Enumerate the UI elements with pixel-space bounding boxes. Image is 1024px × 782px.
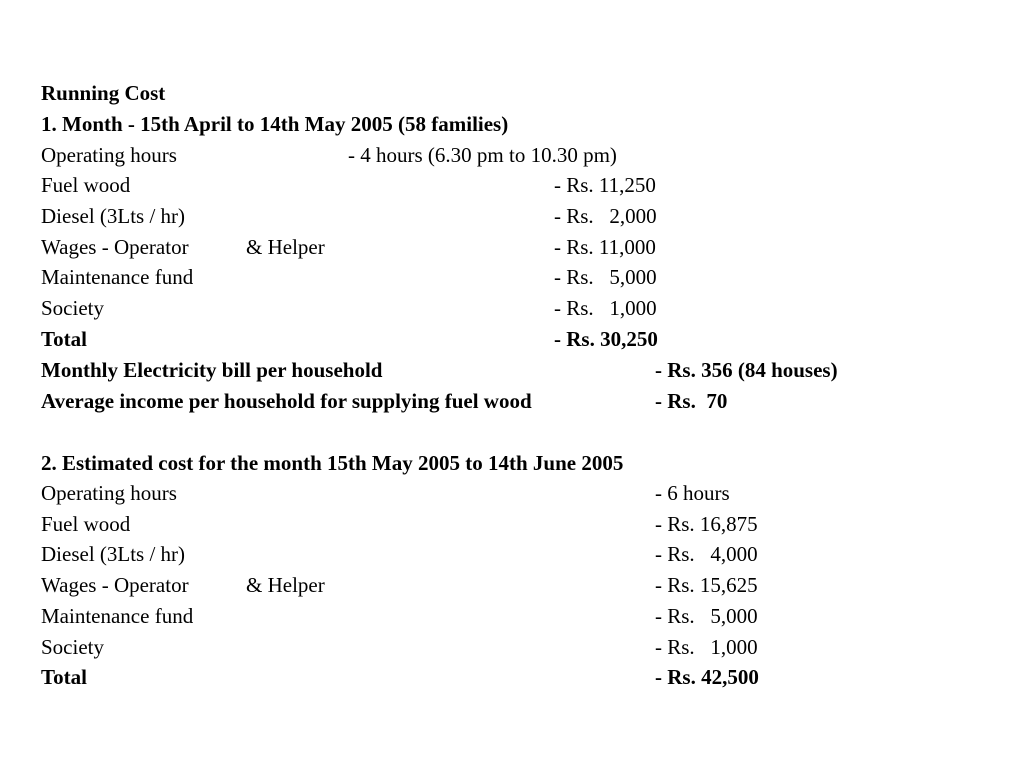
row-value: - Rs. 16,875 xyxy=(655,512,758,536)
section1-row-maintenance xyxy=(0,262,1024,292)
row-value: - 6 hours xyxy=(655,481,730,505)
row-value: - Rs. 11,250 xyxy=(554,173,656,197)
row-value: - Rs. 42,500 xyxy=(655,665,759,689)
row-value: - Rs. 4,000 xyxy=(655,542,758,566)
section1-row-average-income xyxy=(0,386,1024,416)
row-label: Diesel (3Lts / hr) xyxy=(41,204,186,228)
section2-row-society xyxy=(0,632,1024,662)
section1-row-total xyxy=(0,324,1024,354)
row-label: Monthly Electricity bill per household xyxy=(41,358,383,382)
row-value: - Rs. 5,000 xyxy=(655,604,758,628)
section1-row-wages xyxy=(0,232,1024,262)
row-label: Average income per household for supplying fuel wood xyxy=(41,389,532,413)
section1-row-operating-hours xyxy=(0,140,1024,170)
section2-title xyxy=(0,448,1024,478)
row-value: - Rs. 5,000 xyxy=(554,265,657,289)
row-label: Wages - Operator xyxy=(41,235,189,259)
row-label: Maintenance fund xyxy=(41,265,194,289)
section2-row-maintenance xyxy=(0,601,1024,631)
row-label: Society xyxy=(41,635,104,659)
section1-row-society xyxy=(0,293,1024,323)
row-label: Total xyxy=(41,327,87,351)
section2-row-diesel xyxy=(0,539,1024,569)
row-value: - Rs. 11,000 xyxy=(554,235,656,259)
row-label: Maintenance fund xyxy=(41,604,194,628)
row-value: - Rs. 30,250 xyxy=(554,327,658,351)
row-label: Diesel (3Lts / hr) xyxy=(41,542,186,566)
row-value: - Rs. 2,000 xyxy=(554,204,657,228)
row-value: - Rs. 1,000 xyxy=(655,635,758,659)
row-value: - 4 hours (6.30 pm to 10.30 pm) xyxy=(348,143,617,167)
row-label: Total xyxy=(41,665,87,689)
section2-row-wages xyxy=(0,570,1024,600)
section1-row-fuel-wood xyxy=(0,170,1024,200)
row-value: - Rs. 15,625 xyxy=(655,573,758,597)
section1-row-electricity-bill xyxy=(0,355,1024,385)
row-label-helper: & Helper xyxy=(246,235,325,259)
row-value: - Rs. 70 xyxy=(655,389,728,413)
heading-text: Running Cost xyxy=(41,81,166,105)
row-value: - Rs. 1,000 xyxy=(554,296,657,320)
section2-row-fuel-wood xyxy=(0,509,1024,539)
row-label: Society xyxy=(41,296,104,320)
row-label: Fuel wood xyxy=(41,512,131,536)
row-value: - Rs. 356 (84 houses) xyxy=(655,358,838,382)
section1-title-text: 1. Month - 15th April to 14th May 2005 (58 families) xyxy=(41,112,509,136)
heading xyxy=(0,78,1024,108)
section2-row-total xyxy=(0,662,1024,692)
section2-row-operating-hours xyxy=(0,478,1024,508)
section1-row-diesel xyxy=(0,201,1024,231)
section1-title xyxy=(0,109,1024,139)
section2-title-text: 2. Estimated cost for the month 15th May 2005 to 14th June 2005 xyxy=(41,451,624,475)
row-label-helper: & Helper xyxy=(246,573,325,597)
row-label: Fuel wood xyxy=(41,173,131,197)
row-label: Operating hours xyxy=(41,143,177,167)
row-label: Wages - Operator xyxy=(41,573,189,597)
row-label: Operating hours xyxy=(41,481,177,505)
